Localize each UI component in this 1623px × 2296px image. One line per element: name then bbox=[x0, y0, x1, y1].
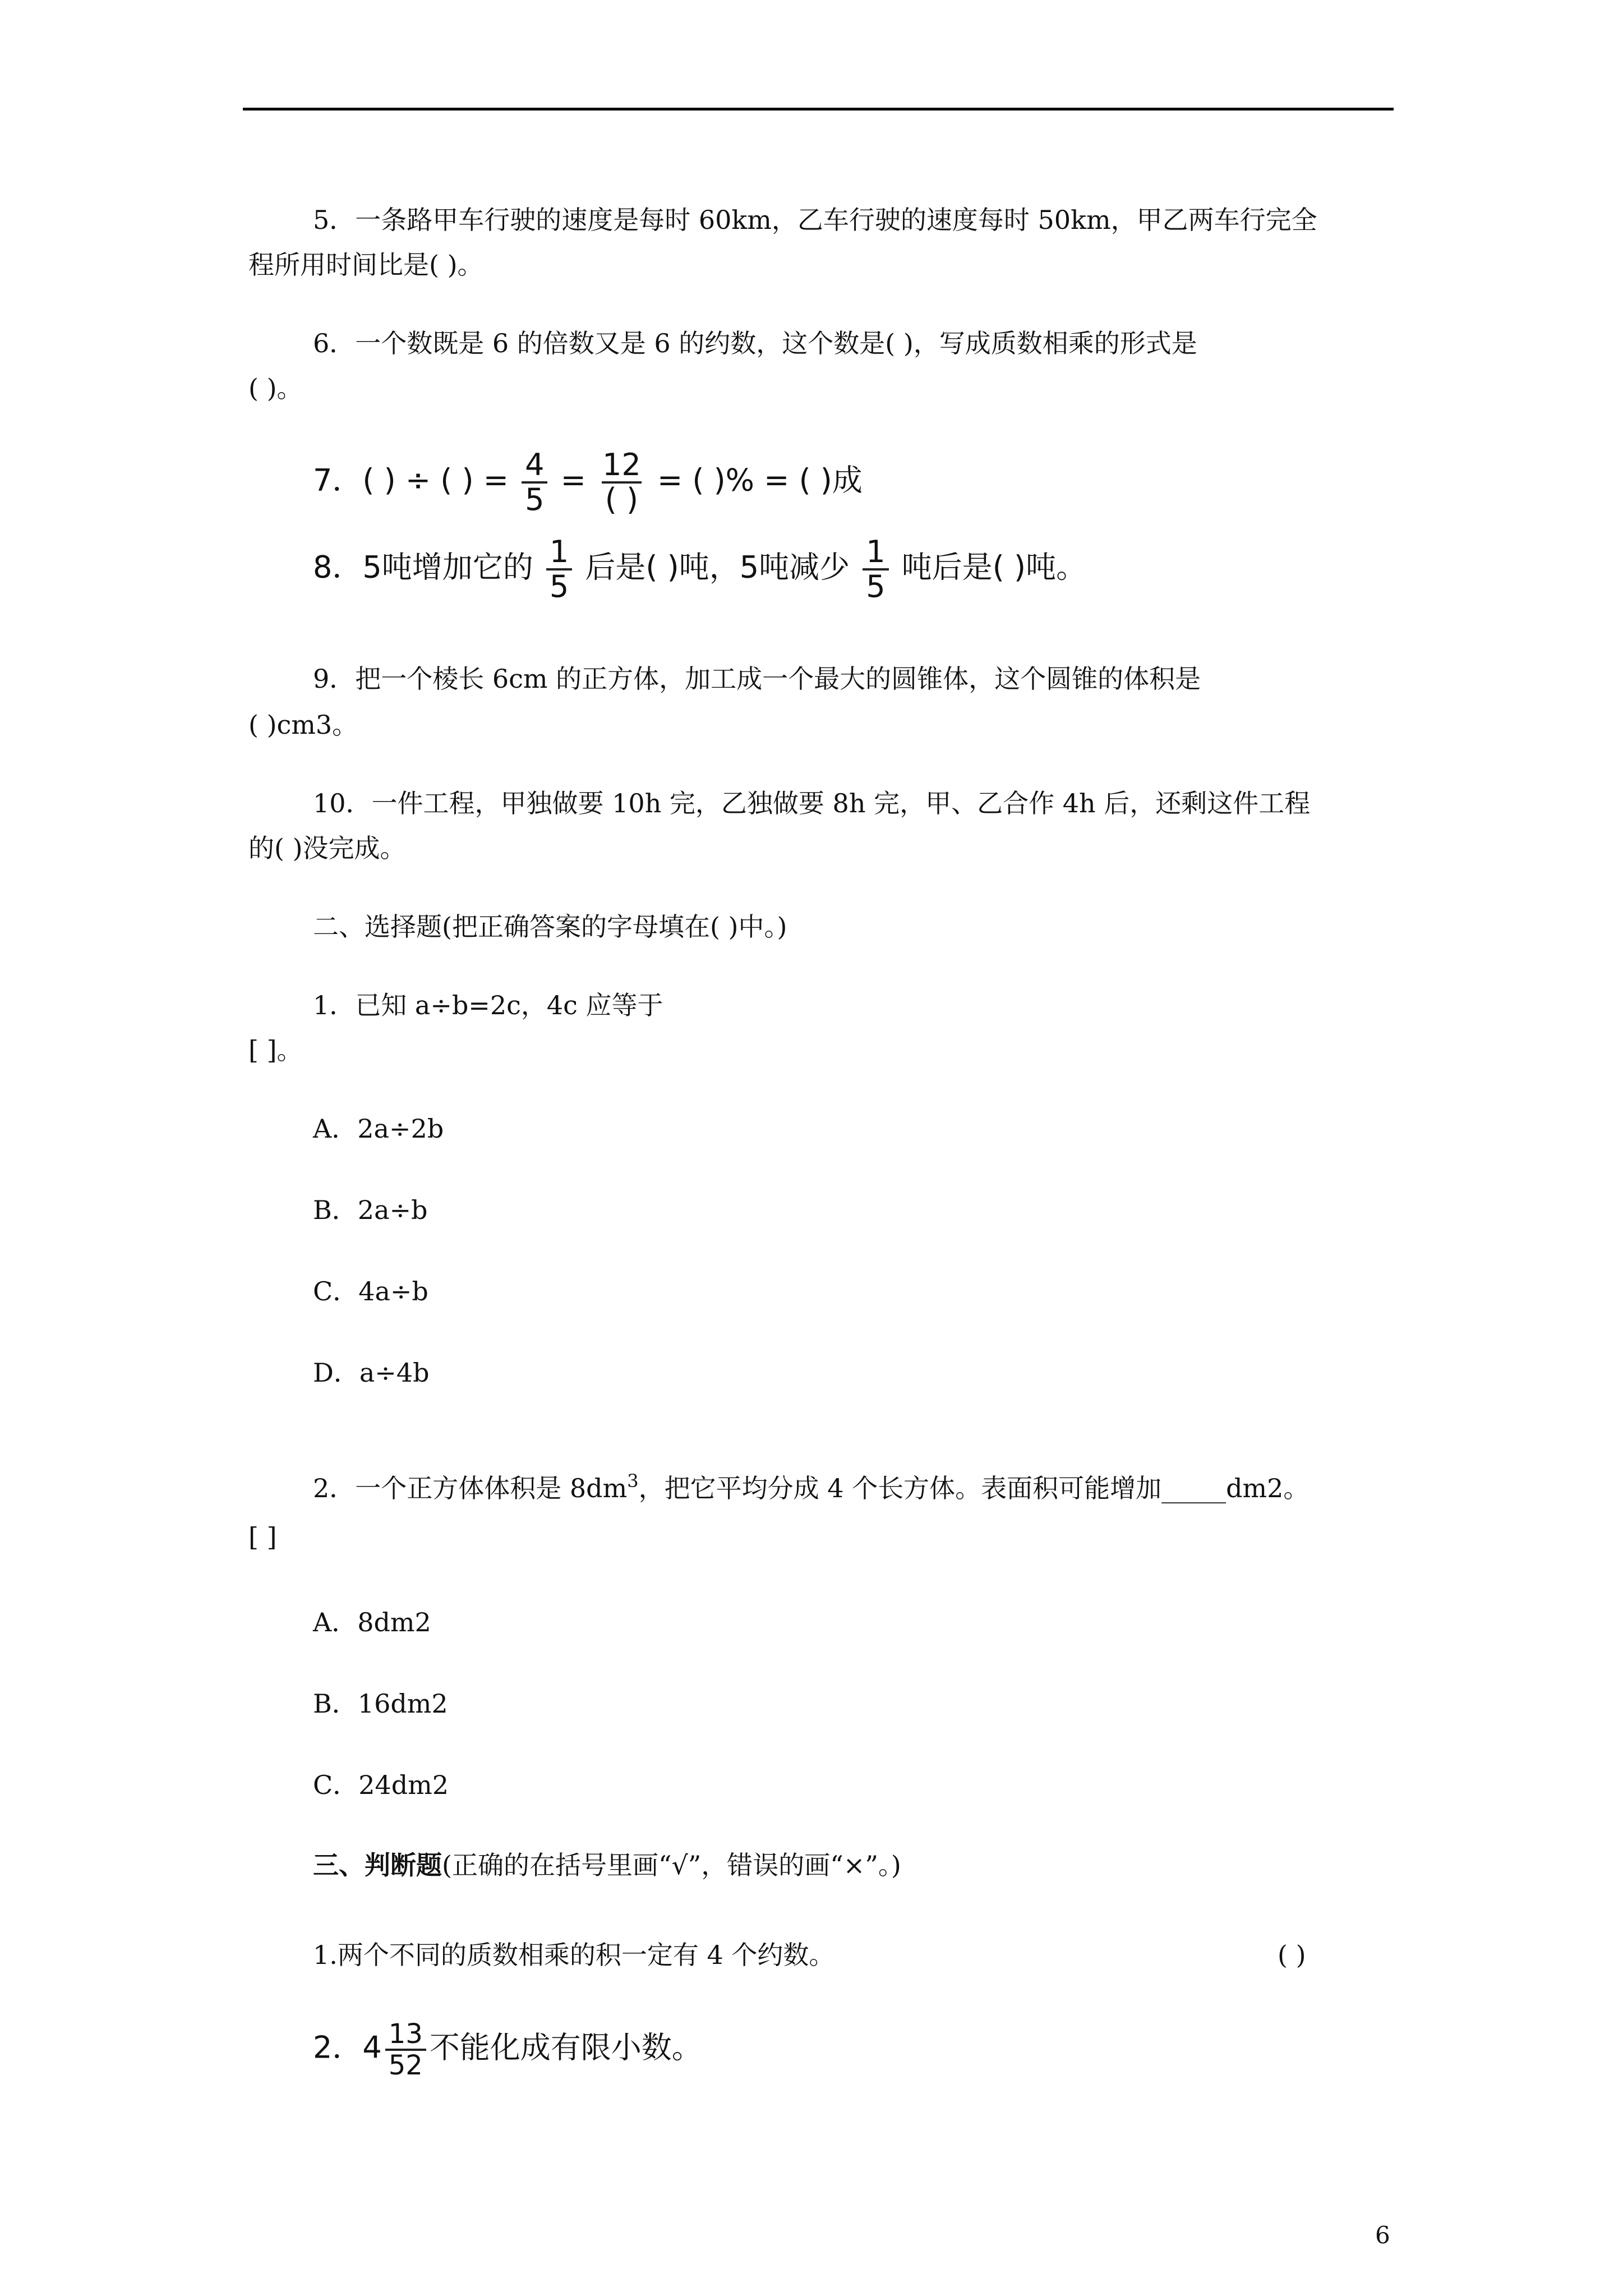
q8-equation bbox=[313, 536, 1086, 603]
q8-part1: 8．5吨增加它的 bbox=[313, 549, 533, 585]
q8-f2-denominator: 5 bbox=[863, 568, 888, 603]
c2-stem bbox=[313, 1464, 1309, 1505]
section3-title-rest: (正确的在括号里画“√”，错误的画“×”。) bbox=[442, 1850, 901, 1880]
j2-line bbox=[313, 2019, 702, 2080]
q8-part3: 吨后是( )吨。 bbox=[901, 549, 1087, 585]
q7-fraction-1 bbox=[522, 449, 547, 516]
q6-line2: ( )。 bbox=[248, 373, 303, 403]
q7-f1-numerator: 4 bbox=[525, 447, 545, 482]
q7-fraction-2 bbox=[599, 449, 644, 516]
c1-option-b: B．2a÷b bbox=[313, 1195, 428, 1225]
j2-prefix: 2． bbox=[313, 2030, 363, 2065]
j1-text: 1.两个不同的质数相乘的积一定有 4 个约数。 bbox=[313, 1940, 835, 1970]
j2-numerator: 13 bbox=[388, 2018, 423, 2050]
j2-suffix: 不能化成有限小数。 bbox=[429, 2030, 702, 2065]
section3-title bbox=[313, 1848, 901, 1882]
q5-line1: 5．一条路甲车行驶的速度是每时 60km，乙车行驶的速度每时 50km，甲乙两车行完全 bbox=[313, 205, 1317, 235]
c2-stem-superscript: 3 bbox=[627, 1470, 639, 1492]
section2-title: 二、选择题(把正确答案的字母填在( )中。) bbox=[313, 912, 787, 942]
q10-line1: 10．一件工程，甲独做要 10h 完，乙独做要 8h 完，甲、乙合作 4h 后，还剩这件工程 bbox=[313, 788, 1311, 818]
page-number: 6 bbox=[1375, 2221, 1390, 2249]
c2-option-c: C．24dm2 bbox=[313, 1770, 449, 1800]
j2-fraction bbox=[385, 2019, 426, 2080]
c2-bracket: [ ] bbox=[248, 1522, 277, 1552]
q9-line2: ( )cm3。 bbox=[248, 710, 358, 740]
q7-suffix: = ( )% = ( )成 bbox=[657, 462, 863, 498]
j2-whole: 4 bbox=[362, 2030, 382, 2065]
c1-option-a: A．2a÷2b bbox=[313, 1114, 444, 1144]
q7-f2-numerator: 12 bbox=[602, 447, 641, 482]
c2-stem-a: 2．一个正方体体积是 8dm bbox=[313, 1473, 628, 1503]
q7-f2-denominator: ( ) bbox=[602, 481, 642, 516]
c1-option-c: C．4a÷b bbox=[313, 1276, 428, 1306]
q8-f2-numerator: 1 bbox=[866, 534, 886, 569]
q8-fraction-1 bbox=[546, 536, 572, 603]
q7-f1-denominator: 5 bbox=[522, 481, 547, 516]
c1-bracket: [ ]。 bbox=[248, 1035, 303, 1065]
q5-line2: 程所用时间比是( )。 bbox=[248, 250, 483, 280]
q7-equals: = bbox=[560, 462, 586, 498]
c1-stem: 1．已知 a÷b=2c，4c 应等于 bbox=[313, 990, 663, 1020]
c1-option-d: D．a÷4b bbox=[313, 1358, 430, 1388]
header-rule bbox=[243, 108, 1394, 111]
j1-answer-paren: ( ) bbox=[1278, 1940, 1306, 1970]
c2-stem-b: ，把它平均分成 4 个长方体。表面积可能增加_____dm2。 bbox=[638, 1473, 1310, 1503]
q8-f1-numerator: 1 bbox=[549, 534, 569, 569]
q9-line1: 9．把一个棱长 6cm 的正方体，加工成一个最大的圆锥体，这个圆锥的体积是 bbox=[313, 664, 1201, 694]
c2-option-a: A．8dm2 bbox=[313, 1607, 431, 1637]
q8-part2: 后是( )吨，5吨减少 bbox=[585, 549, 850, 585]
q8-f1-denominator: 5 bbox=[546, 568, 572, 603]
q8-fraction-2 bbox=[863, 536, 888, 603]
c2-option-b: B．16dm2 bbox=[313, 1688, 448, 1719]
section3-title-bold: 三、判断题 bbox=[313, 1850, 442, 1880]
q10-line2: 的( )没完成。 bbox=[248, 833, 406, 863]
j2-denominator: 52 bbox=[385, 2049, 426, 2080]
q7-equation bbox=[313, 449, 863, 516]
q7-prefix: 7．( ) ÷ ( ) = bbox=[313, 462, 509, 498]
q6-line1: 6．一个数既是 6 的倍数又是 6 的约数，这个数是( )，写成质数相乘的形式是 bbox=[313, 328, 1197, 358]
